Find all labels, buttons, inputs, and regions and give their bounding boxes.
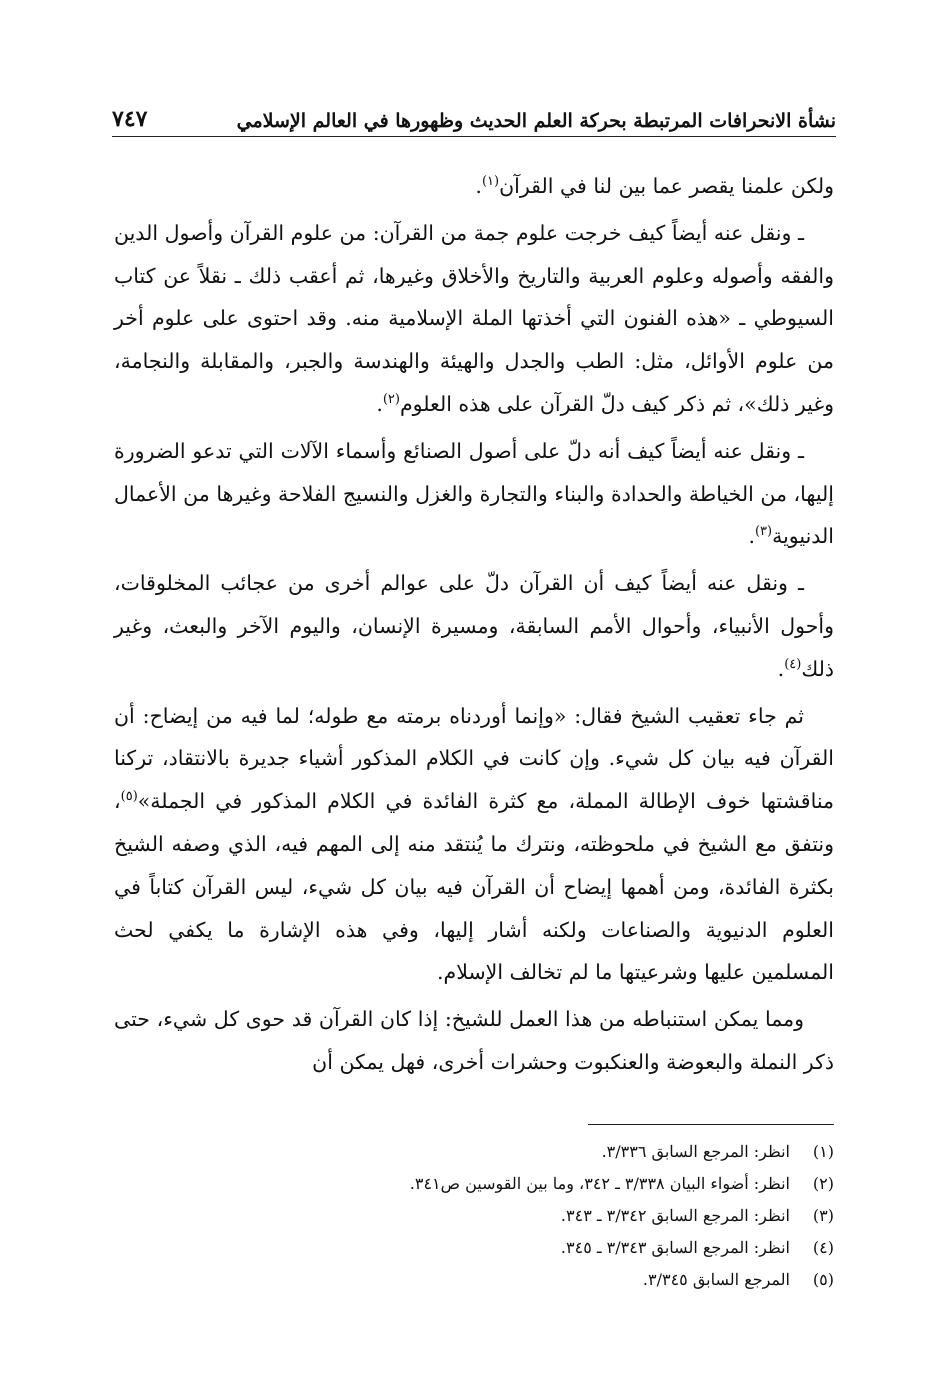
footnote-divider	[588, 1124, 834, 1125]
footnote-text: انظر: أضواء البيان ٣/٣٣٨ ـ ٣٤٢، وما بين القوسين ص٣٤١.	[409, 1174, 790, 1193]
footnote-reference: (٢)	[382, 392, 400, 408]
footnote-reference: (١)	[481, 174, 500, 190]
paragraph-text: ولكن علمنا يقصر عما بين لنا في القرآن	[499, 174, 834, 198]
footnote-item	[114, 1168, 834, 1200]
paragraph-tail: .	[475, 174, 482, 198]
footnote-reference: (٥)	[120, 789, 138, 805]
page-number: ٧٤٧	[112, 106, 148, 132]
footnote-number: (٥)	[812, 1270, 834, 1289]
footnote-item	[114, 1200, 834, 1232]
footnote-text: انظر: المرجع السابق ٣/٣٤٢ ـ ٣٤٣.	[560, 1206, 790, 1225]
paragraph-4	[114, 562, 834, 690]
footnote-number: (٣)	[812, 1206, 834, 1225]
paragraph-2	[114, 212, 834, 426]
footnote-text: انظر: المرجع السابق ٣/٣٣٦.	[601, 1142, 790, 1161]
header-divider	[112, 136, 836, 137]
running-header	[112, 96, 836, 132]
footnote-number: (١)	[812, 1142, 834, 1161]
footnote-reference: (٣)	[754, 524, 773, 540]
paragraph-1	[114, 165, 834, 208]
footnote-text: انظر: المرجع السابق ٣/٣٤٣ ـ ٣٤٥.	[560, 1238, 790, 1257]
paragraph-tail: ، ونتفق مع الشيخ في ملحوظته، ونترك ما يُنتقد منه إلى المهم فيه، الذي وصفه الشيخ بكثرة الفائدة، ومن أهمها إيضاح أن القرآن فيه بيان كل شيء، ليس القرآن كتاباً في العلوم الدنيوية والصناعات ولكنه أشار إليها، وفي هذه الإشارة ما يكفي لحث المسلمين عليها وشرعيتها ما لم تخالف الإسلام.	[114, 789, 834, 985]
paragraph-text: ثم جاء تعقيب الشيخ فقال: «وإنما أوردناه برمته مع طوله؛ لما فيه من إيضاح: أن القرآن فيه بيان كل شيء. وإن كانت في الكلام المذكور أشياء جديرة بالانتقاد، تركنا مناقشتها خوف الإطالة المملة، مع كثرة الفائدة في الكلام المذكور في الجملة»	[114, 703, 834, 814]
paragraph-tail: .	[777, 656, 785, 681]
footnote-text: المرجع السابق ٣/٣٤٥.	[642, 1270, 790, 1289]
footnote-item	[114, 1232, 834, 1264]
paragraph-text: ومما يمكن استنباطه من هذا العمل للشيخ: إذا كان القرآن قد حوى كل شيء، حتى ذكر النملة والبعوضة والعنكبوت وحشرات أخرى، فهل يمكن أن	[114, 1007, 834, 1074]
paragraph-text: ـ ونقل عنه أيضاً كيف أنه دلّ على أصول الصنائع وأسماء الآلات التي تدعو الضرورة إليها، من الخياطة والحدادة والبناء والتجارة والغزل والنسيج الفلاحة وغيرها من الأعمال الدنيوية	[114, 438, 834, 549]
main-text	[114, 165, 834, 1088]
footnote-number: (٢)	[812, 1174, 834, 1193]
paragraph-text: ـ ونقل عنه أيضاً كيف خرجت علوم جمة من القرآن: من علوم القرآن وأصول الدين والفقه وأصوله وعلوم العربية والتاريخ والأخلاق وغيرها، ثم أعقب ذلك ـ نقلاً عن كتاب السيوطي ـ «هذه الفنون التي أخذتها الملة الإسلامية منه. وقد احتوى على علوم أخر من علوم الأوائل، مثل: الطب والجدل والهيئة والهندسة والجبر، والمقابلة والنجامة، وغير ذلك»، ثم ذكر كيف دلّ القرآن على هذه العلوم	[114, 220, 834, 416]
footnote-reference: (٤)	[784, 656, 802, 672]
running-title: نشأة الانحرافات المرتبطة بحركة العلم الحديث وظهورها في العالم الإسلامي	[236, 110, 836, 132]
paragraph-text: ـ ونقل عنه أيضاً كيف أن القرآن دلّ على عوالم أخرى من عجائب المخلوقات، وأحول الأنبياء، وأحوال الأمم السابقة، ومسيرة الإنسان، واليوم الآخر والبعث، وغير ذلك	[114, 571, 834, 681]
paragraph-3	[114, 430, 834, 558]
paragraph-5	[114, 695, 834, 995]
paragraph-6	[114, 998, 834, 1084]
footnote-item	[114, 1136, 834, 1168]
footnotes	[114, 1136, 834, 1296]
footnote-number: (٤)	[812, 1238, 834, 1257]
paragraph-tail: .	[748, 524, 755, 549]
footnote-item	[114, 1264, 834, 1296]
paragraph-tail: .	[376, 391, 383, 416]
